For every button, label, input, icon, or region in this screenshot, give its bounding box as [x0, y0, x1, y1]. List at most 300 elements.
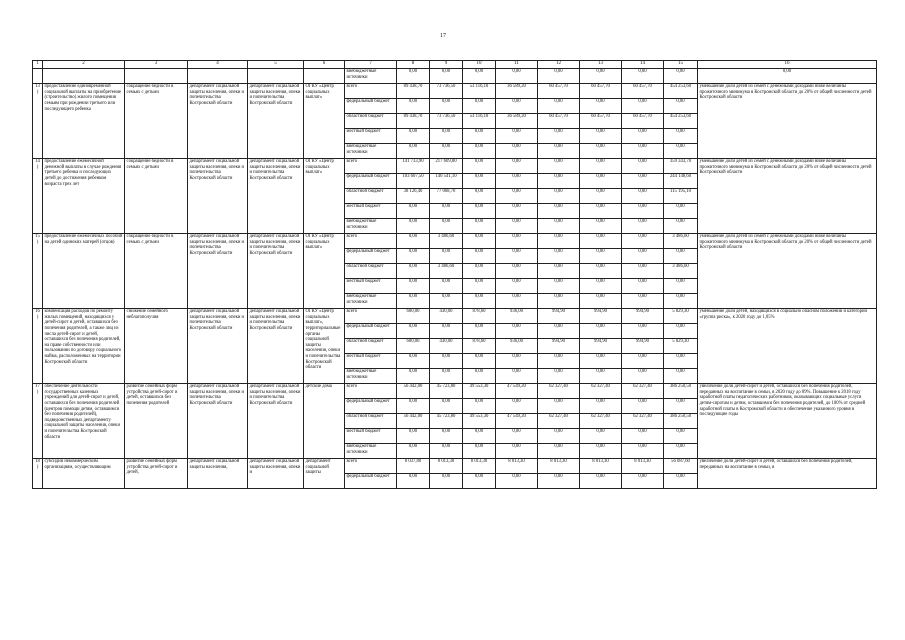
- funding-source-cell: всего: [345, 309, 397, 324]
- value-cell: 60 457,70: [622, 114, 664, 129]
- value-cell: 47 549,20: [496, 414, 538, 429]
- value-cell: 73 736,50: [430, 114, 463, 129]
- value-cell: 0,00: [463, 249, 496, 264]
- value-cell: 0,00: [463, 99, 496, 114]
- value-cell: 0,00: [622, 324, 664, 339]
- coexecutor-cell: департамент социальной защиты населения, опеки и попечительства Костромской области: [248, 384, 304, 459]
- value-cell: 0,00: [430, 279, 463, 294]
- value-cell: 0,00: [664, 354, 698, 369]
- measure-name-cell: предоставление единовременной социальной выплаты на приобретение (строительство) жилого помещения семьям при рождении третьего или последующего ребенка: [43, 84, 125, 159]
- value-cell: 0,00: [463, 279, 496, 294]
- funding-source-cell: федеральный бюджет: [345, 174, 397, 189]
- value-cell: 89 438,70: [397, 84, 430, 99]
- value-cell: 0,00: [496, 444, 538, 459]
- participant-cell: ОГКУ «Центр социальных выплат», территориальные органы социальной защиты населения, опеки и попечительства Костромской области: [304, 309, 345, 384]
- value-cell: 0,00: [538, 219, 580, 234]
- measure-number-cell: 14): [33, 159, 43, 234]
- value-cell: 0,00: [430, 249, 463, 264]
- value-cell: 0,00: [463, 69, 496, 84]
- value-cell: 0,00: [664, 444, 698, 459]
- value-cell: 0,00: [397, 324, 430, 339]
- value-cell: 0,00: [397, 279, 430, 294]
- value-cell: 0,00: [463, 429, 496, 444]
- measure-goal-cell: сокращение бедности в семьях с детьми: [125, 84, 188, 159]
- value-cell: 0,00: [430, 474, 463, 489]
- expected-result-cell: уменьшение доли детей из семей с денежными доходами ниже величины прожиточного минимума в Костромской области до 20% от общей численности детей Костромской области: [698, 84, 877, 159]
- value-cell: 0,00: [664, 324, 698, 339]
- empty-cell: [248, 69, 304, 84]
- column-number-cell: 10: [463, 61, 496, 69]
- value-cell: 454 253,60: [664, 84, 698, 99]
- measure-name-cell: предоставление ежемесячной денежной выплаты в случае рождения третьего ребенка и последующих детей до достижения ребенком возраста трех лет: [43, 159, 125, 234]
- value-cell: 600,00: [397, 309, 430, 324]
- value-cell: 62 327,40: [580, 384, 622, 399]
- value-cell: 0,00: [430, 324, 463, 339]
- value-cell: 0,00: [538, 129, 580, 144]
- value-cell: 0,00: [538, 354, 580, 369]
- value-cell: 0,00: [664, 99, 698, 114]
- value-cell: 0,00: [622, 144, 664, 159]
- value-cell: 0,00: [664, 144, 698, 159]
- expected-result-cell: уменьшение доли детей из семей с денежными доходами ниже величины прожиточного минимума в Костромской области до 20% от общей численности детей Костромской области: [698, 159, 877, 234]
- funding-source-cell: федеральный бюджет: [345, 324, 397, 339]
- value-cell: 0,00: [622, 219, 664, 234]
- value-cell: 56 442,00: [397, 414, 430, 429]
- value-cell: 0,00: [580, 474, 622, 489]
- value-cell: 0,00: [538, 159, 580, 174]
- funding-source-cell: местный бюджет: [345, 279, 397, 294]
- value-cell: 0,00: [496, 174, 538, 189]
- responsible-executor-cell: департамент социальной защиты населения, опеки и попечительства Костромской области: [188, 84, 248, 159]
- value-cell: 994,90: [538, 309, 580, 324]
- value-cell: 53 116,10: [463, 84, 496, 99]
- value-cell: 0,00: [622, 474, 664, 489]
- value-cell: 359 343,70: [664, 159, 698, 174]
- value-cell: 0,00: [580, 444, 622, 459]
- table-row: [33, 234, 877, 249]
- funding-source-cell: областной бюджет: [345, 189, 397, 204]
- value-cell: 0,00: [397, 399, 430, 414]
- column-number-cell: 15: [664, 61, 698, 69]
- table-row: [33, 459, 877, 474]
- value-cell: 5 829,30: [664, 339, 698, 354]
- table-row: [33, 309, 877, 324]
- column-number-cell: 6: [304, 61, 345, 69]
- value-cell: 0,00: [463, 264, 496, 279]
- value-cell: 140 541,10: [430, 174, 463, 189]
- empty-cell: [125, 69, 188, 84]
- value-cell: 0,00: [622, 429, 664, 444]
- value-cell: 0,00: [496, 264, 538, 279]
- value-cell: 0,00: [463, 129, 496, 144]
- value-cell: 45 723,80: [430, 414, 463, 429]
- funding-source-cell: областной бюджет: [345, 339, 397, 354]
- value-cell: 0,00: [463, 444, 496, 459]
- value-cell: 0,00: [580, 144, 622, 159]
- funding-source-cell: федеральный бюджет: [345, 99, 397, 114]
- value-cell: 0,00: [397, 204, 430, 219]
- value-cell: 0,00: [538, 174, 580, 189]
- empty-cell: [304, 69, 345, 84]
- value-cell: 0,00: [580, 369, 622, 384]
- funding-source-cell: областной бюджет: [345, 114, 397, 129]
- measure-name-cell: компенсация расходов по ремонту жилых помещений, находящихся у детей-сирот и детей, оставшихся без попечения родителей, а также лиц из числа детей-сирот и детей, оставшихся без попечения родителей, на праве собственности или пользовании по договору социального найма, расположенных на территории Костромской области: [43, 309, 125, 384]
- value-cell: 0,00: [397, 294, 430, 309]
- value-cell: 0,00: [664, 219, 698, 234]
- value-cell: 62 327,40: [580, 414, 622, 429]
- value-cell: 0,00: [430, 399, 463, 414]
- value-cell: 0,00: [538, 249, 580, 264]
- measure-number-cell: 17): [33, 384, 43, 459]
- column-number-cell: 2: [43, 61, 125, 69]
- value-cell: 3 486,60: [430, 264, 463, 279]
- value-cell: 0,00: [496, 429, 538, 444]
- column-number-cell: 4: [188, 61, 248, 69]
- value-cell: 430,00: [430, 339, 463, 354]
- value-cell: 244 148,60: [664, 174, 698, 189]
- value-cell: 0,00: [580, 219, 622, 234]
- value-cell: 0,00: [664, 294, 698, 309]
- value-cell: 0,00: [622, 234, 664, 249]
- value-cell: 0,00: [622, 129, 664, 144]
- value-cell: 0,00: [538, 429, 580, 444]
- measure-name-cell: обеспечение деятельности государственных казенных учреждений для детей-сирот и детей, оставшихся без попечения родителей (центров помощи детям, оставшимся без попечения родителей), подведомственных департаменту социальной защиты населения, опеки и попечительства Костромской области: [43, 384, 125, 459]
- value-cell: 45 723,80: [430, 384, 463, 399]
- column-number-cell: 12: [538, 61, 580, 69]
- measure-number-cell: 18): [33, 459, 43, 489]
- value-cell: 0,00: [430, 144, 463, 159]
- value-cell: 0,00: [622, 249, 664, 264]
- value-cell: 936,00: [496, 339, 538, 354]
- program-measures-table: [32, 60, 877, 489]
- table-row: [33, 159, 877, 174]
- value-cell: 0,00: [496, 159, 538, 174]
- value-cell: 0,00: [397, 429, 430, 444]
- measure-goal-cell: снижение семейного неблагополучия: [125, 309, 188, 384]
- value-cell: 0,00: [664, 69, 698, 84]
- value-cell: 0,00: [496, 279, 538, 294]
- value-cell: 454 253,60: [664, 114, 698, 129]
- value-cell: 0,00: [496, 69, 538, 84]
- value-cell: 994,90: [622, 339, 664, 354]
- value-cell: 0,00: [463, 324, 496, 339]
- value-cell: 115 195,10: [664, 189, 698, 204]
- expected-result-cell: увеличение доли детей-сирот и детей, оставшихся без попечения родителей, переданных на воспитание в семьи, в: [698, 459, 877, 489]
- funding-source-cell: местный бюджет: [345, 354, 397, 369]
- value-cell: 0,00: [580, 234, 622, 249]
- expected-result-cell: увеличение доли детей-сирот и детей, оставшихся без попечения родителей, переданных на воспитание в семьи, в 2020 году до 89%. Повышение к 2018 году заработной платы педагогических работников, оказывающих социальные услуги детям-сиротам и детям, оставшимся без попечения родителей, до 100% от средней заработной платы в Костромской области и обеспечение указанного уровня в последующие годы: [698, 384, 877, 459]
- value-cell: 36 589,20: [496, 114, 538, 129]
- participant-cell: ОГКУ «Центр социальных выплат»: [304, 159, 345, 234]
- value-cell: 0,00: [496, 189, 538, 204]
- value-cell: 49 553,30: [463, 384, 496, 399]
- column-number-row: [33, 61, 877, 69]
- value-cell: 600,00: [397, 339, 430, 354]
- value-cell: 8 013,30: [496, 459, 538, 474]
- value-cell: 62 327,40: [538, 414, 580, 429]
- value-cell: 0,00: [397, 144, 430, 159]
- measure-name-cell: предоставление ежемесячных пособий на детей одиноких матерей (отцов): [43, 234, 125, 309]
- value-cell: 0,00: [622, 399, 664, 414]
- funding-source-cell: внебюджетные источники: [345, 219, 397, 234]
- value-cell: 0,00: [397, 264, 430, 279]
- value-cell: 878,60: [463, 309, 496, 324]
- value-cell: 0,00: [496, 399, 538, 414]
- value-cell: 878,60: [463, 339, 496, 354]
- value-cell: 0,00: [430, 354, 463, 369]
- table-row: [33, 84, 877, 99]
- value-cell: 8 013,30: [463, 459, 496, 474]
- value-cell: 0,00: [580, 159, 622, 174]
- value-cell: 994,90: [622, 309, 664, 324]
- value-cell: 62 327,40: [622, 384, 664, 399]
- value-cell: 0,00: [622, 189, 664, 204]
- coexecutor-cell: департамент социальной защиты населения, опеки и попечительства Костромской области: [248, 84, 304, 159]
- value-cell: 0,00: [580, 249, 622, 264]
- value-cell: 0,00: [430, 204, 463, 219]
- table-row: [33, 384, 877, 399]
- value-cell: 77 068,70: [430, 189, 463, 204]
- value-cell: 0,00: [496, 474, 538, 489]
- empty-cell: [43, 69, 125, 84]
- measure-number-cell: 15): [33, 234, 43, 309]
- funding-source-cell: всего: [345, 384, 397, 399]
- value-cell: 0,00: [664, 279, 698, 294]
- value-cell: 0,00: [580, 294, 622, 309]
- value-cell: 38 126,40: [397, 189, 430, 204]
- funding-source-cell: областной бюджет: [345, 414, 397, 429]
- value-cell: 217 609,80: [430, 159, 463, 174]
- value-cell: 0,00: [622, 444, 664, 459]
- column-number-cell: 5: [248, 61, 304, 69]
- funding-source-cell: местный бюджет: [345, 204, 397, 219]
- value-cell: 0,00: [580, 174, 622, 189]
- value-cell: 103 607,50: [397, 174, 430, 189]
- value-cell: 0,00: [397, 474, 430, 489]
- value-cell: 0,00: [397, 219, 430, 234]
- value-cell: 0,00: [580, 204, 622, 219]
- value-cell: 60 457,70: [538, 84, 580, 99]
- measure-goal-cell: развитие семейных форм устройства детей-сирот и детей,: [125, 459, 188, 489]
- value-cell: 0,00: [538, 399, 580, 414]
- empty-cell: [188, 69, 248, 84]
- value-cell: 60 457,70: [580, 114, 622, 129]
- expected-result-cell: уменьшение доли детей из семей с денежными доходами ниже величины прожиточного минимума в Костромской области до 20% от общей численности детей Костромской области: [698, 234, 877, 309]
- value-cell: 0,00: [664, 249, 698, 264]
- value-cell: 0,00: [538, 324, 580, 339]
- coexecutor-cell: департамент социальной защиты населения, опеки и попечительства Костромской области: [248, 234, 304, 309]
- value-cell: 0,00: [622, 159, 664, 174]
- value-cell: 8 037,80: [397, 459, 430, 474]
- continuation-row: [33, 69, 877, 84]
- column-number-cell: 13: [580, 61, 622, 69]
- value-cell: 47 549,20: [496, 384, 538, 399]
- value-cell: 0,00: [538, 204, 580, 219]
- measure-name-cell: субсидии некоммерческим организациям, осуществляющим: [43, 459, 125, 489]
- measure-goal-cell: сокращение бедности в семьях с детьми: [125, 234, 188, 309]
- value-cell: 0,00: [580, 99, 622, 114]
- responsible-executor-cell: департамент социальной защиты населения, опеки и попечительства Костромской области: [188, 384, 248, 459]
- value-cell: 0,00: [430, 294, 463, 309]
- value-cell: 0,00: [664, 204, 698, 219]
- page-number: 17: [440, 33, 446, 39]
- value-cell: 0,00: [397, 369, 430, 384]
- value-cell: 0,00: [463, 204, 496, 219]
- value-cell: 0,00: [397, 129, 430, 144]
- value-cell: 430,00: [430, 309, 463, 324]
- value-cell: 141 733,90: [397, 159, 430, 174]
- value-cell: 0,00: [496, 369, 538, 384]
- measure-goal-cell: сокращение бедности в семьях с детьми: [125, 159, 188, 234]
- funding-source-cell: внебюджетные источники: [345, 144, 397, 159]
- value-cell: 8 013,30: [538, 459, 580, 474]
- funding-source-cell: всего: [345, 234, 397, 249]
- value-cell: 0,00: [664, 399, 698, 414]
- value-cell: 0,00: [580, 129, 622, 144]
- value-cell: 0,00: [622, 294, 664, 309]
- value-cell: 386 250,50: [664, 384, 698, 399]
- value-cell: 0,00: [397, 69, 430, 84]
- value-cell: 0,00: [496, 204, 538, 219]
- value-cell: 0,00: [664, 369, 698, 384]
- value-cell: 0,00: [538, 444, 580, 459]
- value-cell: 3 486,60: [430, 234, 463, 249]
- funding-source-cell: федеральный бюджет: [345, 249, 397, 264]
- value-cell: 49 553,30: [463, 414, 496, 429]
- value-cell: 0,00: [463, 219, 496, 234]
- value-cell: 0,00: [397, 234, 430, 249]
- value-cell: 62 327,40: [622, 414, 664, 429]
- value-cell: 0,00: [622, 369, 664, 384]
- value-cell: 0,00: [622, 204, 664, 219]
- value-cell: 0,00: [397, 444, 430, 459]
- expected-result-cell: уменьшение доли детей, находящихся в социально опасном положении и категории «группа риска», к 2020 году до 1,05%: [698, 309, 877, 384]
- value-cell: 3 486,60: [664, 234, 698, 249]
- value-cell: 0,00: [496, 219, 538, 234]
- value-cell: 994,90: [580, 309, 622, 324]
- value-cell: 3 486,60: [664, 264, 698, 279]
- value-cell: 36 589,20: [496, 84, 538, 99]
- value-cell: 0,00: [463, 369, 496, 384]
- measure-number-cell: 13): [33, 84, 43, 159]
- value-cell: 0,00: [430, 219, 463, 234]
- value-cell: 8 013,30: [580, 459, 622, 474]
- value-cell: 0,00: [698, 69, 877, 84]
- value-cell: 0,00: [538, 264, 580, 279]
- value-cell: 89 438,70: [397, 114, 430, 129]
- value-cell: 0,00: [430, 444, 463, 459]
- value-cell: 0,00: [580, 279, 622, 294]
- value-cell: 62 327,40: [538, 384, 580, 399]
- column-number-cell: 8: [397, 61, 430, 69]
- column-number-cell: 1: [33, 61, 43, 69]
- value-cell: 0,00: [496, 144, 538, 159]
- funding-source-cell: федеральный бюджет: [345, 399, 397, 414]
- value-cell: 0,00: [538, 69, 580, 84]
- funding-source-cell: всего: [345, 159, 397, 174]
- value-cell: 8 013,30: [622, 459, 664, 474]
- value-cell: 0,00: [430, 69, 463, 84]
- value-cell: 60 457,70: [580, 84, 622, 99]
- value-cell: 0,00: [580, 354, 622, 369]
- value-cell: 0,00: [622, 174, 664, 189]
- value-cell: 0,00: [430, 129, 463, 144]
- value-cell: 53 116,10: [463, 114, 496, 129]
- value-cell: 0,00: [664, 129, 698, 144]
- value-cell: 994,90: [580, 339, 622, 354]
- value-cell: 0,00: [622, 99, 664, 114]
- value-cell: 0,00: [622, 279, 664, 294]
- funding-source-cell: местный бюджет: [345, 129, 397, 144]
- funding-source-cell: внебюджетные источники: [345, 444, 397, 459]
- responsible-executor-cell: департамент социальной защиты населения, опеки и попечительства Костромской области: [188, 159, 248, 234]
- value-cell: 0,00: [430, 369, 463, 384]
- value-cell: 0,00: [538, 294, 580, 309]
- value-cell: 0,00: [496, 99, 538, 114]
- value-cell: 0,00: [580, 324, 622, 339]
- value-cell: 0,00: [463, 159, 496, 174]
- column-number-cell: 14: [622, 61, 664, 69]
- column-number-cell: 7: [345, 61, 397, 69]
- funding-source-cell: внебюджетные источники: [345, 69, 397, 84]
- value-cell: 0,00: [538, 99, 580, 114]
- value-cell: 56 087,60: [664, 459, 698, 474]
- responsible-executor-cell: департамент социальной защиты населения, опеки и попечительства Костромской области: [188, 309, 248, 384]
- value-cell: 0,00: [463, 144, 496, 159]
- value-cell: 0,00: [538, 369, 580, 384]
- column-number-cell: 9: [430, 61, 463, 69]
- value-cell: 0,00: [463, 354, 496, 369]
- value-cell: 0,00: [397, 249, 430, 264]
- funding-source-cell: местный бюджет: [345, 429, 397, 444]
- participant-cell: ОГКУ «Центр социальных выплат»: [304, 234, 345, 309]
- funding-source-cell: внебюджетные источники: [345, 294, 397, 309]
- value-cell: 0,00: [397, 354, 430, 369]
- funding-source-cell: федеральный бюджет: [345, 474, 397, 489]
- coexecutor-cell: департамент социальной защиты населения, опеки и попечительства Костромской области: [248, 159, 304, 234]
- column-number-cell: 16: [698, 61, 877, 69]
- value-cell: 0,00: [622, 264, 664, 279]
- funding-source-cell: внебюджетные источники: [345, 369, 397, 384]
- value-cell: 0,00: [580, 189, 622, 204]
- value-cell: 0,00: [496, 354, 538, 369]
- value-cell: 60 457,70: [538, 114, 580, 129]
- value-cell: 0,00: [397, 99, 430, 114]
- value-cell: 0,00: [463, 474, 496, 489]
- value-cell: 0,00: [496, 234, 538, 249]
- funding-source-cell: всего: [345, 84, 397, 99]
- value-cell: 0,00: [580, 264, 622, 279]
- value-cell: 0,00: [538, 144, 580, 159]
- value-cell: 60 457,70: [622, 84, 664, 99]
- value-cell: 0,00: [463, 234, 496, 249]
- value-cell: 0,00: [463, 399, 496, 414]
- measure-goal-cell: развитие семейных форм устройства детей-сирот и детей, оставшихся без попечения родителей: [125, 384, 188, 459]
- value-cell: 0,00: [538, 279, 580, 294]
- value-cell: 0,00: [580, 69, 622, 84]
- value-cell: 5 829,30: [664, 309, 698, 324]
- value-cell: 386 250,50: [664, 414, 698, 429]
- value-cell: 0,00: [538, 189, 580, 204]
- coexecutor-cell: департамент социальной защиты населения, опеки и: [248, 459, 304, 489]
- value-cell: 0,00: [538, 474, 580, 489]
- column-number-cell: 3: [125, 61, 188, 69]
- measure-number-cell: 16): [33, 309, 43, 384]
- column-number-cell: 11: [496, 61, 538, 69]
- value-cell: 73 736,50: [430, 84, 463, 99]
- value-cell: 0,00: [496, 324, 538, 339]
- empty-cell: [33, 69, 43, 84]
